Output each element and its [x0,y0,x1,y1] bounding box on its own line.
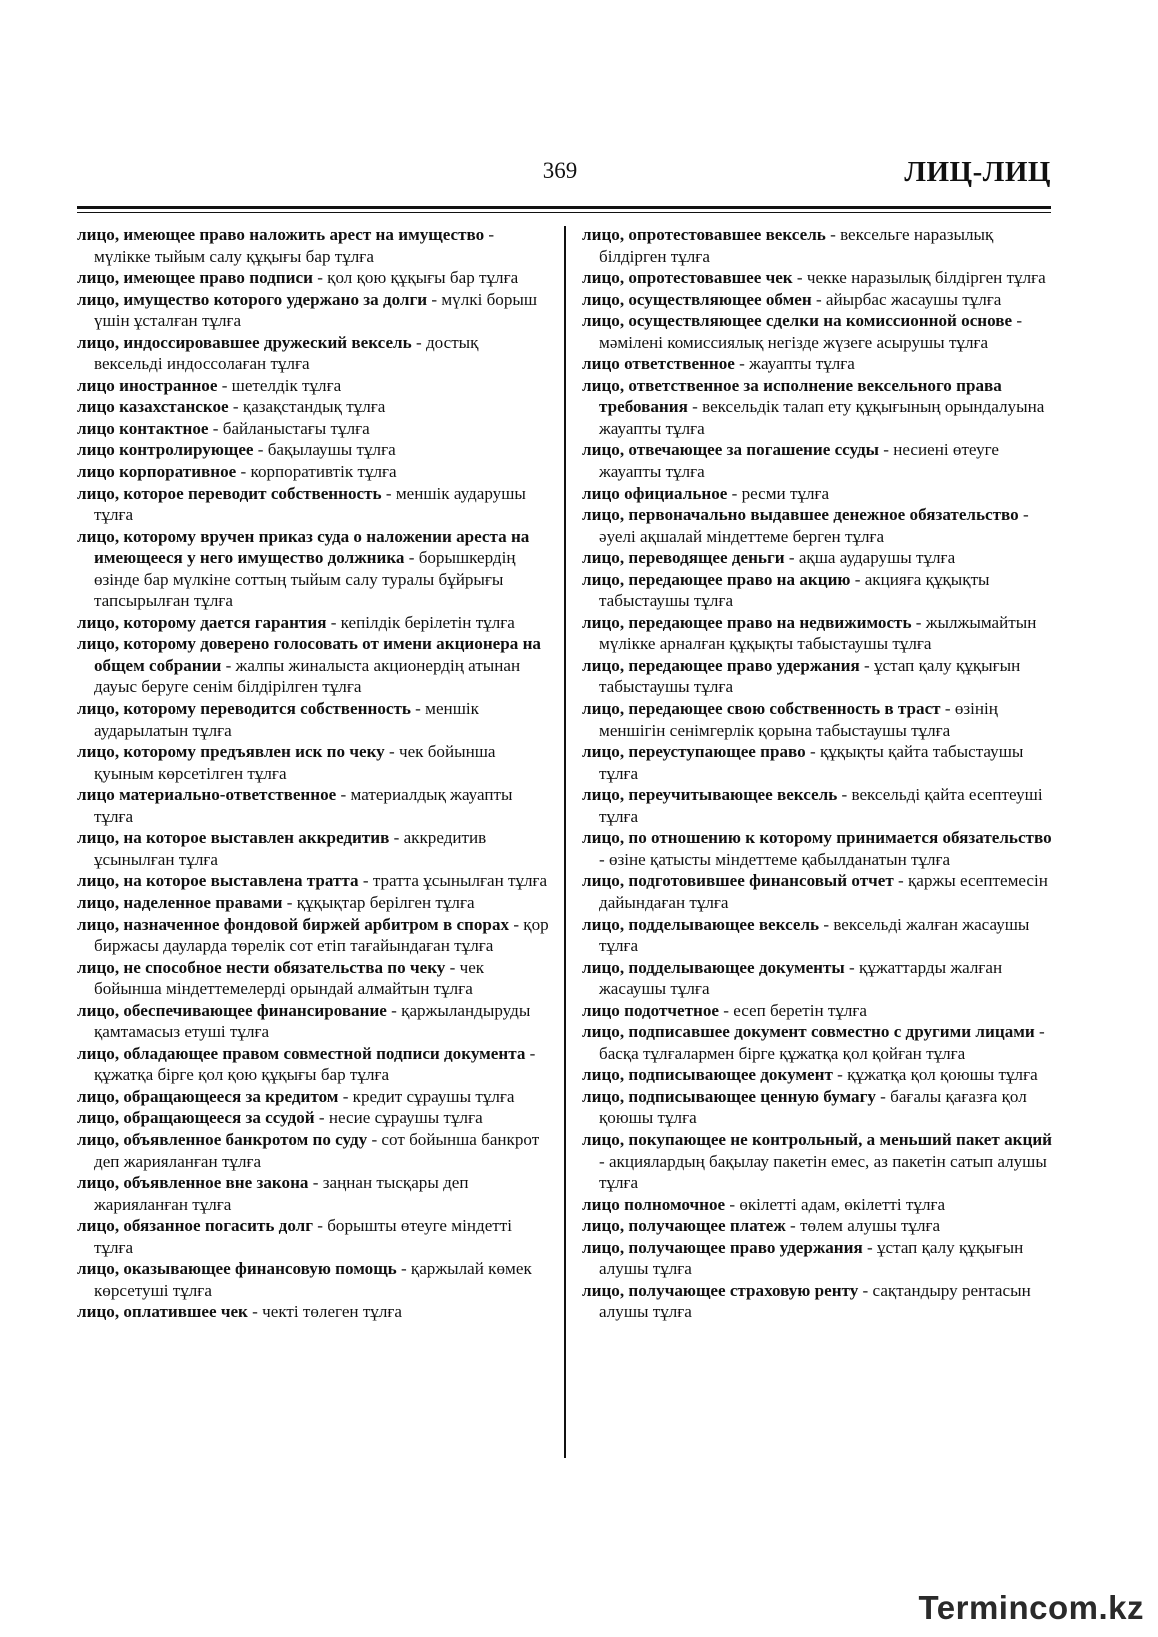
dictionary-entry [582,655,1056,698]
entry-definition: - сақтандыру рентасын алушы тұлға [599,1280,1031,1322]
dictionary-entry [77,1129,551,1172]
dictionary-entry [582,569,1056,612]
entry-definition: - қаржыландыруды қамтамасыз етуші тұлға [94,1000,531,1042]
dictionary-entry [582,504,1056,547]
dictionary-entry [582,1129,1056,1194]
dictionary-entry [582,784,1056,827]
entry-term: лицо, осуществляющее обмен [582,289,812,309]
dictionary-entry [582,289,1056,311]
entry-definition: - құжатқа бірге қол қою құқығы бар тұлға [94,1043,536,1085]
entry-definition: - аккредитив ұсынылған тұлға [94,828,487,869]
entry-term: лицо, оказывающее финансовую помощь [77,1259,397,1279]
entry-definition: - несие сұраушы тұлға [314,1108,483,1128]
dictionary-entry [77,289,551,332]
entry-definition: - құжаттарды жалған жасаушы тұлға [599,957,1003,999]
entry-definition: - акциялардың бақылау пакетін емес, аз пакетін сатып алушы тұлға [599,1151,1047,1193]
dictionary-entry [582,353,1056,375]
entry-term: лицо, ответственное за исполнение вексельного права требования [582,375,1002,417]
entry-definition: - әуелі ақшалай міндеттеме берген тұлға [599,505,1029,546]
entry-term: лицо, которому доверено голосовать от имени акционера на общем собрании [77,634,541,675]
dictionary-entry [582,1215,1056,1237]
entry-definition: - мүлкі борыш үшін ұсталған тұлға [94,289,538,331]
entry-definition: - жалпы жиналыста акционердің атынан дауыс беруге сенім білдірілген тұлға [94,655,521,697]
entry-term: лицо, передающее право на акцию [582,569,851,589]
dictionary-entry [582,1194,1056,1216]
entry-term: лицо, индоссировавшее дружеский вексель [77,332,412,352]
entry-definition: - бақылаушы тұлға [253,440,396,460]
dictionary-entry [582,439,1056,482]
dictionary-entry [582,375,1056,440]
column-divider [564,226,566,1458]
entry-term: лицо подотчетное [582,1000,719,1020]
entry-definition: - меншік аударылатын тұлға [94,699,479,740]
entry-definition: - тратта ұсынылған тұлға [358,871,548,891]
left-column [77,224,551,1323]
entry-term: лицо, которому предъявлен иск по чеку [77,742,385,762]
entry-term: лицо, оплатившее чек [77,1302,248,1322]
entry-term: лицо официальное [582,483,728,503]
entry-term: лицо, подделывающее документы [582,957,845,977]
entry-term: лицо, получающее платеж [582,1216,786,1236]
header-rule-thick [77,206,1051,209]
entry-term: лицо, обязанное погасить долг [77,1216,313,1236]
entry-term: лицо, первоначально выдавшее денежное обязательство [582,505,1019,525]
entry-definition: - вексельді жалған жасаушы тұлға [599,914,1030,956]
entry-term: лицо, объявленное вне закона [77,1173,309,1193]
entry-definition: - есеп беретін тұлға [718,1000,868,1020]
entry-definition: - ұстап қалу құқығын табыстаушы тұлға [599,655,1021,697]
entry-term: лицо, подписывающее ценную бумагу [582,1086,876,1106]
dictionary-entry [77,375,551,397]
dictionary-entry [77,1301,551,1323]
dictionary-entry [77,483,551,526]
entry-term: лицо, имеющее право подписи [77,268,313,288]
entry-term: лицо полномочное [582,1194,726,1214]
dictionary-entry [582,547,1056,569]
entry-term: лицо, подписавшее документ совместно с другими лицами [582,1022,1035,1042]
entry-term: лицо материально-ответственное [77,785,337,805]
dictionary-entry [77,332,551,375]
entry-definition: - құқықтар берілген тұлға [282,892,475,912]
dictionary-entry [582,1237,1056,1280]
header-rule-thin [77,212,1051,213]
dictionary-entry [77,439,551,461]
dictionary-entry [77,1172,551,1215]
dictionary-entry [582,741,1056,784]
entry-term: лицо, передающее право на недвижимость [582,612,912,632]
dictionary-entry [582,1280,1056,1323]
entry-definition: - вексельді қайта есептеуші тұлға [599,785,1043,826]
entry-definition: - басқа тұлғалармен бірге құжатқа қол қойған тұлға [599,1022,1045,1063]
dictionary-entry [77,1000,551,1043]
dictionary-entry [77,526,551,612]
entry-term: лицо контролирующее [77,440,254,460]
entry-definition: - чекке наразылық білдірген тұлға [792,268,1046,288]
entry-term: лицо, получающее право удержания [582,1237,863,1257]
dictionary-entry [582,957,1056,1000]
dictionary-entry [582,224,1056,267]
entry-definition: - ұстап қалу құқығын алушы тұлға [599,1237,1024,1279]
entry-definition: - құқықты қайта табыстаушы тұлға [599,742,1024,783]
entry-definition: - чек бойынша қуыным көрсетілген тұлға [94,742,496,783]
entry-definition: - өзінің меншігін сенімгерлік қорына табыстаушы тұлға [599,699,998,740]
dictionary-entry [77,633,551,698]
entry-definition: - ресми тұлға [727,483,830,503]
dictionary-entry [77,892,551,914]
entry-term: лицо, которому дается гарантия [77,612,327,632]
entry-definition: - өкілетті адам, өкілетті тұлға [725,1194,946,1214]
dictionary-entry [77,870,551,892]
dictionary-entry [582,1000,1056,1022]
entry-term: лицо, отвечающее за погашение ссуды [582,440,880,460]
dictionary-entry [582,310,1056,353]
dictionary-entry [77,1043,551,1086]
entry-term: лицо, объявленное банкротом по суду [77,1129,368,1149]
entry-term: лицо, подписывающее документ [582,1065,833,1085]
entry-definition: - шетелдік тұлға [217,375,342,395]
dictionary-entry [582,1064,1056,1086]
dictionary-entry [582,1086,1056,1129]
entry-definition: - мүлікке тыйым салу құқығы бар тұлға [94,225,495,266]
entry-definition: - кепілдік берілетін тұлға [326,612,515,632]
entry-term: лицо, обращающееся за ссудой [77,1108,315,1128]
entry-term: лицо, назначенное фондовой биржей арбитром в спорах [77,914,510,934]
entry-definition: - чек бойынша міндеттемелерді орындай алмайтын тұлға [94,957,485,999]
dictionary-entry [582,870,1056,913]
entry-term: лицо, по отношению к которому принимается обязательство [582,828,1052,848]
dictionary-entry [582,914,1056,957]
entry-definition: - чекті төлеген тұлға [247,1302,402,1322]
dictionary-entry [77,1258,551,1301]
dictionary-entry [77,461,551,483]
entry-term: лицо, опротестовавшее чек [582,268,793,288]
dictionary-entry [77,224,551,267]
entry-definition: - қаржылай көмек көрсетуші тұлға [94,1259,532,1300]
dictionary-entry [77,1215,551,1258]
entry-term: лицо, обеспечивающее финансирование [77,1000,387,1020]
entry-definition: - борышкердің өзінде бар мүлкіне соттың тыйым салу туралы бұйрығы тапсырылған тұлға [94,548,516,611]
dictionary-entry [77,784,551,827]
dictionary-entry [582,483,1056,505]
dictionary-entry [77,1107,551,1129]
entry-definition: - байланыстағы тұлға [208,418,370,438]
dictionary-entry [77,396,551,418]
entry-term: лицо, получающее страховую ренту [582,1280,859,1300]
entry-term: лицо корпоративное [77,462,237,482]
entry-term: лицо, опротестовавшее вексель [582,225,826,244]
entry-term: лицо, осуществляющее сделки на комиссионной основе [582,311,1013,331]
entry-term: лицо, которое переводит собственность [77,483,382,503]
entry-term: лицо, переводящее деньги [582,548,785,568]
entry-definition: - борышты өтеуге міндетті тұлға [94,1216,512,1257]
entry-term: лицо казахстанское [77,397,229,417]
entry-definition: - өзіне қатысты міндеттеме қабылданатын тұлға [599,849,951,869]
entry-definition: - меншік аударушы тұлға [94,483,526,525]
dictionary-entry [77,698,551,741]
entry-definition: - сот бойынша банкрот деп жарияланған тұлға [94,1129,540,1171]
entry-term: лицо контактное [77,418,209,438]
dictionary-entry [582,1021,1056,1064]
entry-term: лицо, не способное нести обязательства по чеку [77,957,446,977]
dictionary-entry [77,827,551,870]
dictionary-entry [77,957,551,1000]
entry-definition: - заңнан тысқары деп жарияланған тұлға [94,1173,469,1214]
entry-definition: - несиені өтеуге жауапты тұлға [599,440,1000,482]
entry-definition: - қаржы есептемесін дайындаған тұлға [599,871,1048,912]
dictionary-entry [582,698,1056,741]
entry-term: лицо, имеющее право наложить арест на имущество [77,225,485,244]
dictionary-entry [582,612,1056,655]
entry-definition: - жылжымайтын мүлікке арналған құқықты табыстаушы тұлға [599,612,1037,654]
entry-definition: - кредит сұраушы тұлға [338,1086,515,1106]
entry-term: лицо, подготовившее финансовый отчет [582,871,894,891]
entry-term: лицо, передающее свою собственность в траст [582,699,941,719]
entry-term: лицо, передающее право удержания [582,655,860,675]
entry-term: лицо, переучитывающее вексель [582,785,838,805]
entry-term: лицо, которому вручен приказ суда о наложении ареста на имеющееся у него имущество должника [77,526,530,568]
dictionary-entry [582,827,1056,870]
entry-definition: - төлем алушы тұлға [785,1216,941,1236]
entry-term: лицо, подделывающее вексель [582,914,820,934]
entry-definition: - ақша аударушы тұлға [784,548,956,568]
entry-definition: - вексельге наразылық білдірген тұлға [599,225,994,266]
dictionary-entry [77,914,551,957]
entry-definition: - құжатқа қол қоюшы тұлға [832,1065,1038,1085]
dictionary-entry [77,418,551,440]
entry-term: лицо, покупающее не контрольный, а меньший пакет акций [582,1129,1053,1149]
site-watermark: Termincom.kz [918,1589,1144,1626]
entry-term: лицо ответственное [582,354,735,374]
entry-definition: - достық вексельді индоссолаған тұлға [94,332,479,374]
entry-term: лицо, на которое выставлен аккредитив [77,828,390,848]
entry-definition: - жауапты тұлға [734,354,855,374]
entry-definition: - қор биржасы дауларда төрелік сот етіп тағайындаған тұлға [94,914,549,956]
entry-definition: - қол қою құқығы бар тұлға [312,268,519,288]
dictionary-entry [582,267,1056,289]
entry-definition: - қазақстандық тұлға [228,397,386,417]
running-head: ЛИЦ-ЛИЦ [904,156,1051,188]
entry-term: лицо иностранное [77,375,218,395]
page-number: 369 [542,158,578,183]
entry-definition: - бағалы қағазға қол қоюшы тұлға [599,1086,1027,1128]
entry-definition: - корпоративтік тұлға [236,462,397,482]
entry-definition: - акцияға құқықты табыстаушы тұлға [599,569,990,611]
entry-term: лицо, переуступающее право [582,742,806,762]
entry-term: лицо, которому переводится собственность [77,699,411,719]
entry-term: лицо, наделенное правами [77,892,283,912]
entry-definition: - материалдық жауапты тұлға [94,785,513,826]
dictionary-entry [77,1086,551,1108]
entry-term: лицо, обладающее правом совместной подписи документа [77,1043,526,1063]
right-column [582,224,1056,1323]
entry-definition: - вексельдік талап ету құқығының орындалуына жауапты тұлға [599,397,1045,438]
entry-definition: - айырбас жасаушы тұлға [811,289,1002,309]
entry-term: лицо, на которое выставлена тратта [77,871,359,891]
entry-definition: - мәмілені комиссиялық негізде жүзеге асырушы тұлға [599,311,1023,352]
dictionary-entry [77,741,551,784]
dictionary-entry [77,612,551,634]
dictionary-entry [77,267,551,289]
entry-term: лицо, обращающееся за кредитом [77,1086,339,1106]
entry-term: лицо, имущество которого удержано за долги [77,289,428,309]
